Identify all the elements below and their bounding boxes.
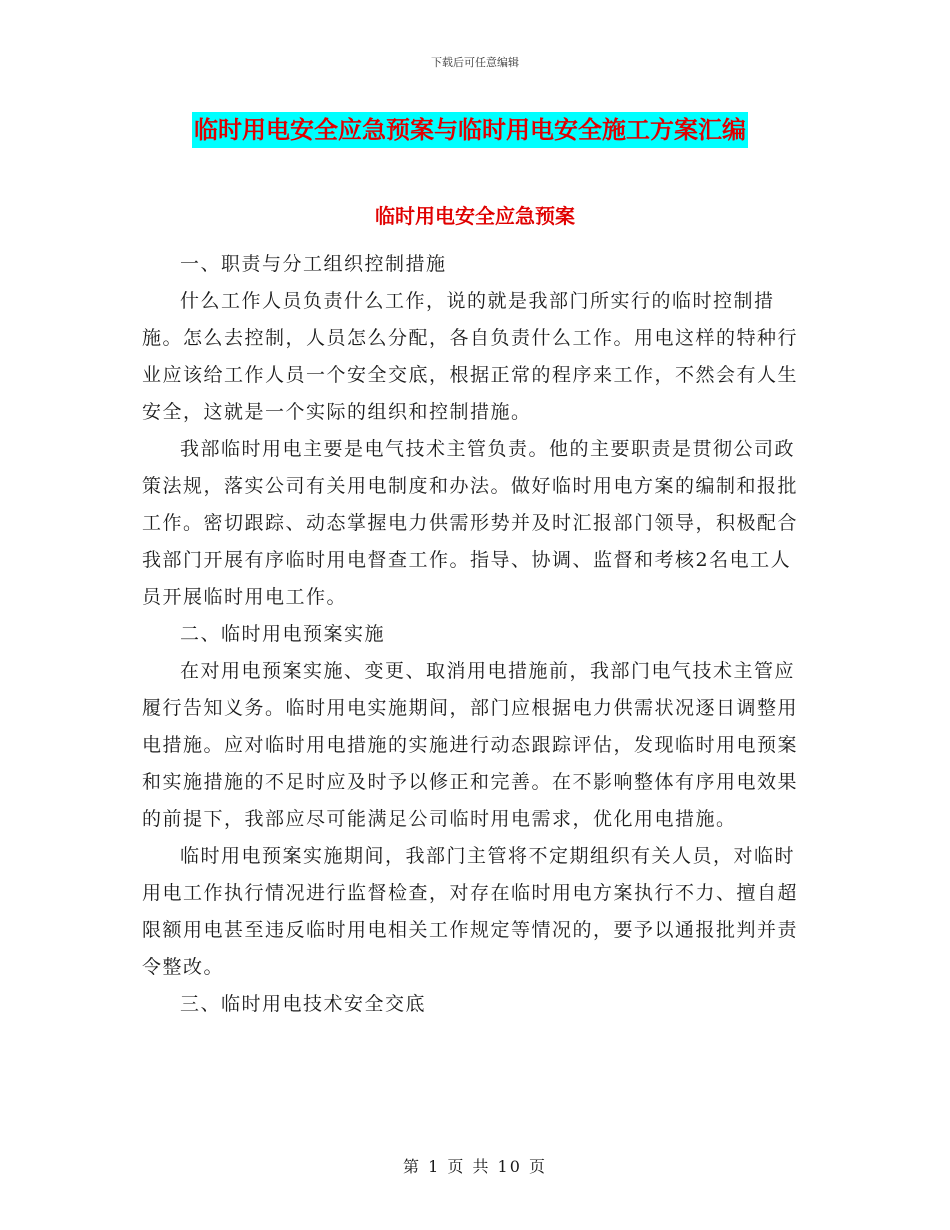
- paragraph: 我部临时用电主要是电气技术主管负责。他的主要职责是贯彻公司政策法规，落实公司有关用电制度和办法。做好临时用电方案的编制和报批工作。密切跟踪、动态掌握电力供需形势并及时汇报部门领导，积极配合我部门开展有序临时用电督查工作。指导、协调、监督和考核2名电工人员开展临时用电工作。: [142, 438, 799, 608]
- section-title: 临时用电安全应急预案: [375, 204, 575, 228]
- paragraph: 临时用电预案实施期间，我部门主管将不定期组织有关人员，对临时用电工作执行情况进行监督检查，对存在临时用电方案执行不力、擅自超限额用电甚至违反临时用电相关工作规定等情况的，要予以通报批判并责令整改。: [142, 845, 799, 978]
- document-body: [142, 246, 808, 1023]
- paragraph: 什么工作人员负责什么工作，说的就是我部门所实行的临时控制措施。怎么去控制，人员怎么分配，各自负责什么工作。用电这样的特种行业应该给工作人员一个安全交底，根据正常的程序来工作，不然会有人生安全，这就是一个实际的组织和控制措施。: [142, 290, 799, 423]
- heading-responsibilities: 一、职责与分工组织控制措施: [180, 253, 447, 275]
- heading-plan-implementation: 二、临时用电预案实施: [180, 623, 386, 645]
- heading-safety-briefing: 三、临时用电技术安全交底: [180, 993, 427, 1015]
- page-indicator: 第 1 页 共 10 页: [403, 1157, 547, 1176]
- header-note: 下载后可任意编辑: [431, 56, 519, 69]
- document-main-title: 临时用电安全应急预案与临时用电安全施工方案汇编: [192, 112, 748, 148]
- paragraph: 在对用电预案实施、变更、取消用电措施前，我部门电气技术主管应履行告知义务。临时用电实施期间，部门应根据电力供需状况逐日调整用电措施。应对临时用电措施的实施进行动态跟踪评估，发现临时用电预案和实施措施的不足时应及时予以修正和完善。在不影响整体有序用电效果的前提下，我部应尽可能满足公司临时用电需求，优化用电措施。: [142, 660, 799, 830]
